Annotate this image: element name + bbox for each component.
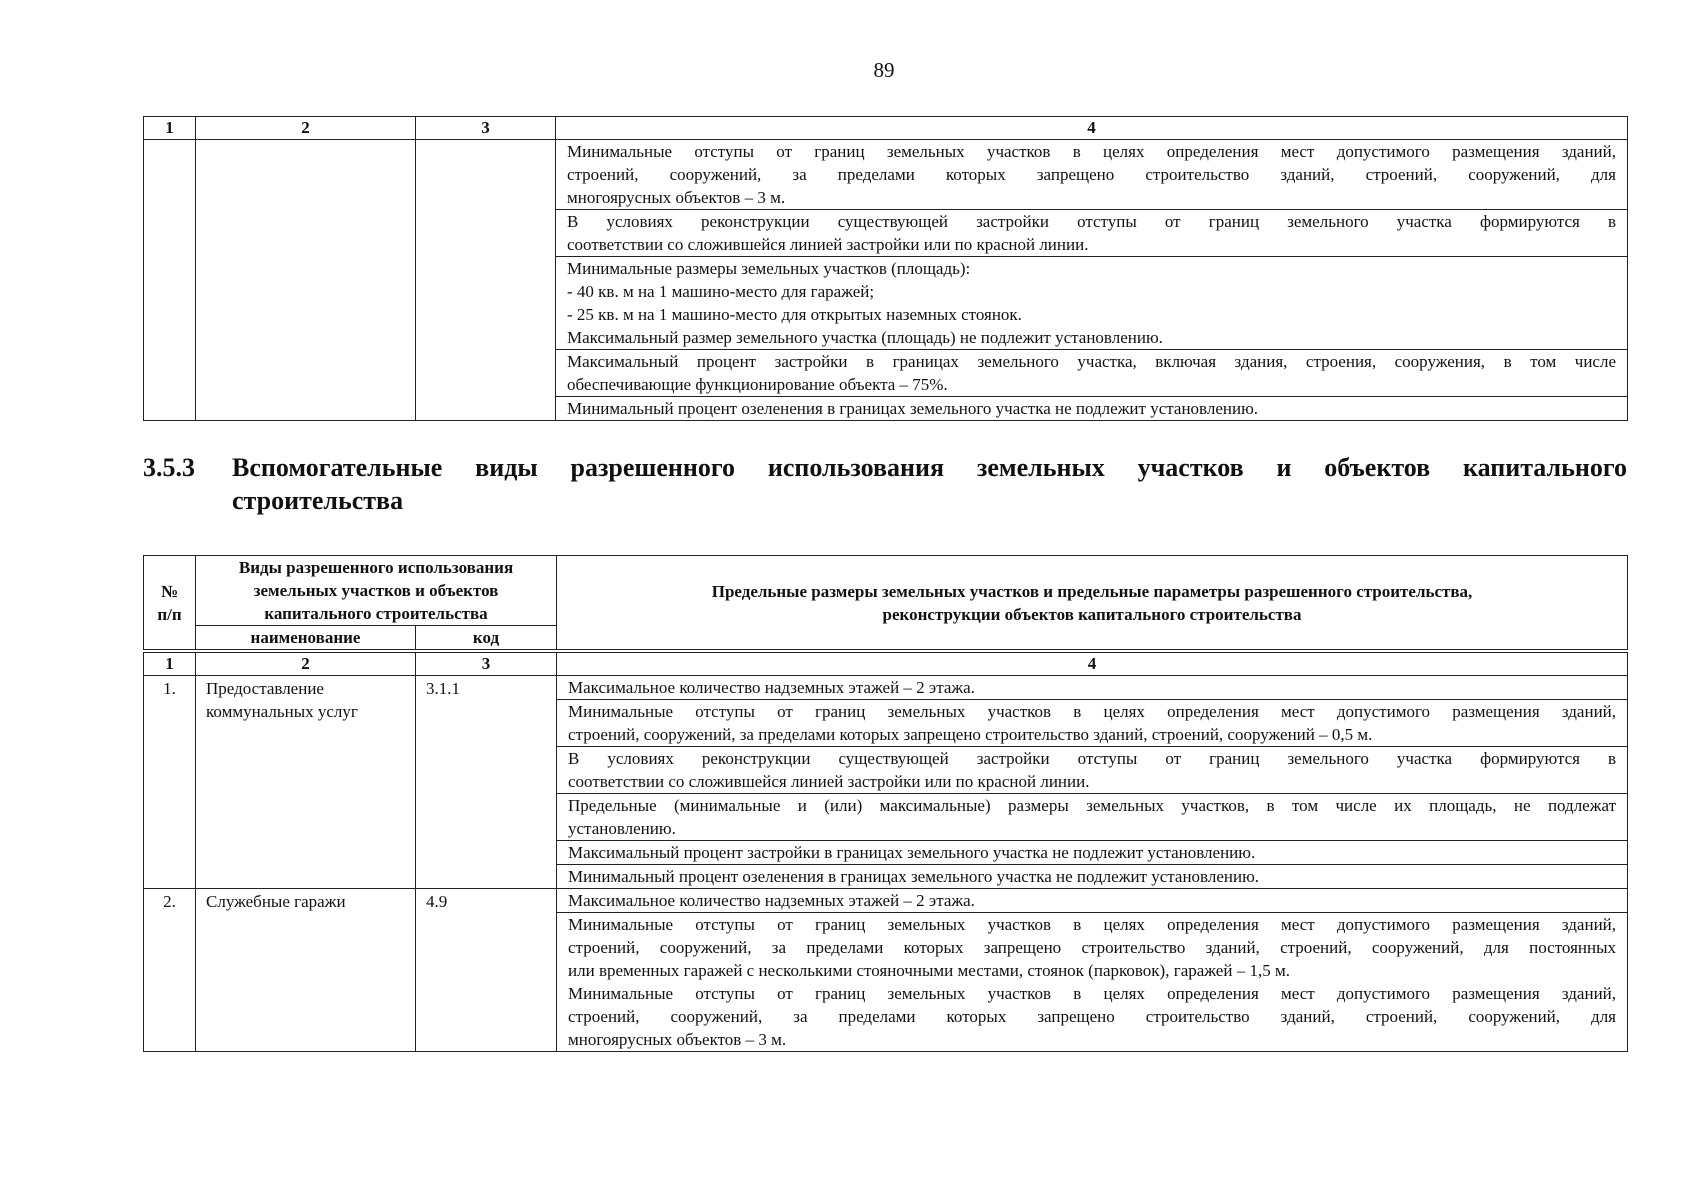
parameter-cell bbox=[556, 210, 1628, 257]
text-line: Минимальные отступы от границ земельных участков в целях определения мест допустимого размещения зданий, bbox=[568, 915, 1617, 934]
parameter-cell bbox=[557, 794, 1628, 841]
page-number: 89 bbox=[873, 58, 895, 82]
empty-cell bbox=[196, 140, 416, 421]
text-line: - 25 кв. м на 1 машино-место для открытых наземных стоянок. bbox=[567, 305, 1022, 324]
text-line: Максимальный процент застройки в границах земельного участка, включая здания, строения, сооружения, в том числе bbox=[567, 352, 1616, 371]
text-line: строительства bbox=[232, 486, 404, 515]
use-code: 4.9 bbox=[416, 889, 557, 1052]
column-number-row bbox=[144, 117, 1628, 140]
col-number: 1 bbox=[144, 117, 196, 140]
parameter-cell bbox=[557, 889, 1628, 913]
col-number: 2 bbox=[196, 117, 416, 140]
text-line: Максимальный размер земельного участка (площадь) не подлежит установлению. bbox=[567, 328, 1163, 347]
text-line: многоярусных объектов – 3 м. bbox=[568, 1030, 787, 1049]
parameter-cell bbox=[556, 257, 1628, 350]
text-line: соответствии со сложившейся линией застройки или по красной линии. bbox=[567, 235, 1089, 254]
text-line: Минимальные отступы от границ земельных участков в целях определения мест допустимого размещения зданий, bbox=[567, 142, 1616, 161]
text-line: Минимальные отступы от границ земельных участков в целях определения мест допустимого размещения зданий, bbox=[568, 984, 1617, 1003]
text-line: или временных гаражей с несколькими стояночными местами, стоянок (парковок), гаражей – 1,5 м. bbox=[568, 961, 1290, 980]
parameter-cell bbox=[556, 350, 1628, 397]
parameter-cell bbox=[557, 841, 1628, 865]
use-code: 3.1.1 bbox=[416, 676, 557, 889]
column-number-row bbox=[144, 651, 1628, 676]
section-heading bbox=[143, 451, 1627, 517]
top-continuation-table bbox=[143, 116, 1628, 421]
row-number: 2. bbox=[144, 889, 196, 1052]
header-parameters: Предельные размеры земельных участков и предельные параметры разрешенного строительства, реконструкции объектов капитального строительства bbox=[557, 556, 1628, 652]
empty-cell bbox=[144, 140, 196, 421]
text-line: строений, сооружений, за пределами которых запрещено строительство зданий, строений, сооружений, для bbox=[568, 1007, 1617, 1026]
text-line: строений, сооружений, за пределами которых запрещено строительство зданий, строений, сооружений, для постоянных bbox=[568, 938, 1617, 957]
col-number: 1 bbox=[144, 651, 196, 676]
text-line: многоярусных объектов – 3 м. bbox=[567, 188, 786, 207]
text-line: В условиях реконструкции существующей застройки отступы от границ земельного участка формируются в bbox=[567, 212, 1616, 231]
parameter-cell bbox=[557, 865, 1628, 889]
use-name: Служебные гаражи bbox=[196, 889, 416, 1052]
text-line: Максимальное количество надземных этажей – 2 этажа. bbox=[568, 891, 975, 910]
parameter-cell bbox=[556, 397, 1628, 421]
col-number: 4 bbox=[556, 117, 1628, 140]
text-line: обеспечивающие функционирование объекта – 75%. bbox=[567, 375, 948, 394]
header-types-group: Виды разрешенного использования земельных участков и объектов капитального строительства bbox=[196, 556, 557, 626]
text-line: строений, сооружений, за пределами которых запрещено строительство зданий, строений, сооружений, для bbox=[567, 165, 1616, 184]
text-line: Минимальный процент озеленения в границах земельного участка не подлежит установлению. bbox=[568, 867, 1260, 886]
text-line: строений, сооружений, за пределами которых запрещено строительство зданий, строений, сооружений – 0,5 м. bbox=[568, 725, 1373, 744]
header-number: № п/п bbox=[144, 556, 196, 652]
section-number: 3.5.3 bbox=[143, 453, 195, 482]
parameter-cell bbox=[557, 747, 1628, 794]
parameter-cell bbox=[556, 140, 1628, 210]
col-number: 3 bbox=[416, 117, 556, 140]
text-line: соответствии со сложившейся линией застройки или по красной линии. bbox=[568, 772, 1090, 791]
text-line: Минимальный процент озеленения в границах земельного участка не подлежит установлению. bbox=[567, 399, 1259, 418]
text-line: Максимальный процент застройки в границах земельного участка не подлежит установлению. bbox=[568, 843, 1256, 862]
permitted-use-table bbox=[143, 555, 1628, 1052]
empty-cell bbox=[416, 140, 556, 421]
table-row bbox=[144, 889, 1628, 913]
table-header-row bbox=[144, 556, 1628, 626]
param-row bbox=[144, 140, 1628, 210]
text-line: Минимальные размеры земельных участков (площадь): bbox=[567, 259, 971, 278]
header-code: код bbox=[416, 626, 557, 652]
text-line: Предельные (минимальные и (или) максимальные) размеры земельных участков, в том числе их площадь, не подлежат bbox=[568, 796, 1617, 815]
parameter-cell bbox=[557, 676, 1628, 700]
section-title bbox=[232, 451, 1627, 517]
parameter-cell bbox=[557, 913, 1628, 1052]
text-line: Максимальное количество надземных этажей – 2 этажа. bbox=[568, 678, 975, 697]
text-line: установлению. bbox=[568, 819, 676, 838]
col-number: 3 bbox=[416, 651, 557, 676]
text-line: - 40 кв. м на 1 машино-место для гаражей; bbox=[567, 282, 875, 301]
parameter-cell bbox=[557, 700, 1628, 747]
header-name: наименование bbox=[196, 626, 416, 652]
col-number: 2 bbox=[196, 651, 416, 676]
row-number: 1. bbox=[144, 676, 196, 889]
text-line: В условиях реконструкции существующей застройки отступы от границ земельного участка формируются в bbox=[568, 749, 1617, 768]
text-line: Минимальные отступы от границ земельных участков в целях определения мест допустимого размещения зданий, bbox=[568, 702, 1617, 721]
col-number: 4 bbox=[557, 651, 1628, 676]
text-line: Вспомогательные виды разрешенного использования земельных участков и объектов капитального bbox=[232, 453, 1627, 482]
table-row bbox=[144, 676, 1628, 700]
use-name: Предоставление коммунальных услуг bbox=[196, 676, 416, 889]
